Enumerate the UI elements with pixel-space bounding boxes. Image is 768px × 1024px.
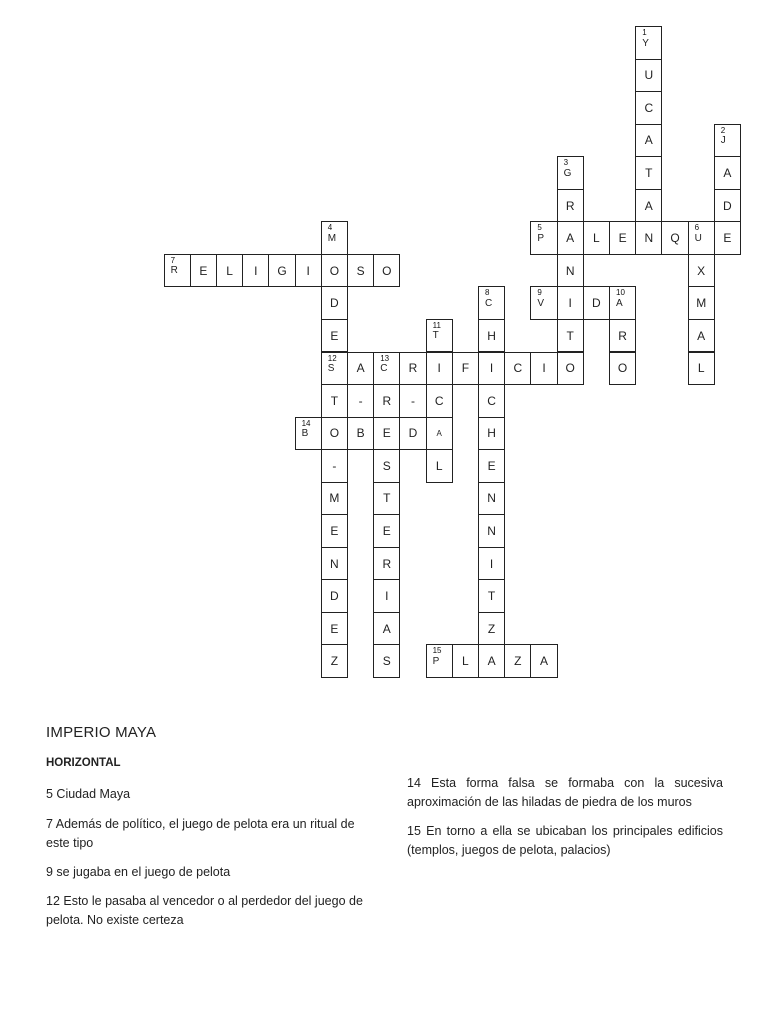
cell-letter: C (434, 393, 444, 408)
cell-letter: I (254, 263, 258, 278)
cell-letter: A (382, 621, 391, 636)
grid-cell[interactable] (635, 124, 662, 158)
cell-letter: H (487, 328, 496, 343)
cell-letter: H (487, 426, 496, 441)
grid-cell[interactable] (347, 417, 374, 451)
grid-cell[interactable] (478, 547, 505, 581)
grid-cell[interactable] (216, 254, 243, 288)
grid-cell[interactable] (164, 254, 191, 288)
cell-letter: Q (670, 231, 680, 246)
cell-letter: E (382, 426, 391, 441)
grid-cell[interactable] (321, 319, 348, 353)
cell-letter: S (356, 263, 365, 278)
cell-number: 1 (642, 28, 647, 37)
grid-cell[interactable] (714, 124, 741, 158)
cell-number: 10 (616, 288, 625, 298)
cell-letter: A (644, 198, 653, 213)
cell-letter: U (644, 68, 654, 83)
cell-letter: R (382, 556, 392, 571)
cell-letter: I (568, 296, 572, 311)
cell-letter: D (330, 589, 339, 604)
grid-cell[interactable] (714, 189, 741, 223)
cell-letter: E (382, 524, 391, 539)
cell-letter: - (410, 393, 415, 408)
cell-letter: O (329, 426, 340, 441)
grid-cell[interactable] (714, 156, 741, 190)
grid-cell[interactable] (242, 254, 269, 288)
cell-number: 7 (170, 255, 176, 265)
grid-cell[interactable] (373, 417, 400, 451)
cell-number: 6 (694, 223, 700, 233)
grid-cell[interactable] (373, 644, 400, 678)
grid-cell[interactable] (452, 352, 479, 386)
cell-letter: O (565, 361, 575, 376)
cell-letter: R (408, 361, 418, 376)
cell-letter: T (487, 589, 496, 604)
cell-number: 13 (380, 353, 390, 363)
cell-letter: A (487, 654, 496, 669)
cell-letter: V (537, 297, 545, 309)
grid-cell[interactable] (478, 449, 505, 483)
grid-cell[interactable] (478, 644, 505, 678)
cell-letter: A (616, 297, 623, 309)
grid-cell[interactable] (321, 221, 348, 255)
grid-cell[interactable] (190, 254, 217, 288)
grid-cell[interactable] (478, 579, 505, 613)
grid-cell[interactable] (583, 221, 610, 255)
cell-letter: Y (642, 37, 649, 49)
grid-cell[interactable] (557, 319, 584, 353)
grid-cell[interactable] (478, 417, 505, 451)
grid-cell[interactable] (530, 352, 557, 386)
cell-letter: I (542, 361, 546, 376)
cell-letter: C (644, 100, 654, 115)
grid-cell[interactable] (452, 644, 479, 678)
grid-cell[interactable] (347, 254, 374, 288)
grid-cell[interactable] (321, 384, 348, 418)
grid-cell[interactable] (557, 221, 584, 255)
grid-cell[interactable] (426, 384, 453, 418)
grid-cell[interactable] (478, 286, 505, 320)
grid-cell[interactable] (504, 352, 531, 386)
grid-cell[interactable] (635, 91, 662, 125)
cell-letter: E (330, 328, 339, 343)
cell-letter: T (645, 165, 653, 180)
cell-letter: S (327, 363, 335, 375)
cell-letter: G (277, 263, 287, 278)
grid-cell[interactable] (321, 482, 348, 516)
grid-cell[interactable] (399, 417, 426, 451)
cell-letter: C (487, 393, 496, 408)
cell-number: 3 (563, 158, 569, 168)
grid-cell[interactable] (557, 189, 584, 223)
cell-letter: F (461, 361, 470, 376)
cell-letter: E (330, 621, 339, 636)
page-title: IMPERIO MAYA (46, 724, 157, 741)
clue-7: 7 Además de político, el juego de pelota era un ritual de este tipo (46, 817, 355, 850)
cell-letter: I (437, 361, 441, 376)
cell-letter: L (435, 458, 443, 473)
grid-cell[interactable] (373, 579, 400, 613)
cell-letter: N (487, 491, 496, 506)
cell-letter: Z (487, 621, 496, 636)
cell-letter: Z (330, 654, 339, 669)
cell-letter: R (618, 328, 627, 343)
grid-cell[interactable] (295, 417, 322, 451)
cell-letter: E (487, 458, 496, 473)
cell-letter: O (617, 361, 628, 376)
cell-letter: R (565, 198, 575, 213)
grid-cell[interactable] (635, 189, 662, 223)
cell-number: 15 (432, 646, 442, 656)
cell-letter: A (539, 654, 548, 669)
cell-letter: - (332, 458, 337, 473)
grid-cell[interactable] (321, 449, 348, 483)
cell-letter: I (306, 263, 310, 278)
grid-cell[interactable] (268, 254, 295, 288)
cell-letter: A (697, 328, 706, 343)
grid-cell[interactable] (478, 319, 505, 353)
grid-cell[interactable] (635, 221, 662, 255)
grid-cell[interactable] (530, 286, 557, 320)
cell-letter: - (358, 393, 363, 408)
cell-letter: E (723, 231, 732, 246)
grid-cell[interactable] (373, 612, 400, 646)
cell-letter: P (537, 232, 545, 244)
cell-letter: E (618, 231, 627, 246)
grid-cell[interactable] (426, 319, 453, 353)
grid-cell[interactable] (478, 384, 505, 418)
grid-cell[interactable] (373, 514, 400, 548)
grid-cell[interactable] (321, 612, 348, 646)
cell-letter: D (723, 198, 732, 213)
cell-number: 8 (485, 288, 490, 298)
cell-letter: D (408, 426, 418, 441)
grid-cell[interactable] (321, 254, 348, 288)
grid-cell[interactable] (321, 417, 348, 451)
cell-letter: R (382, 393, 392, 408)
cell-letter: M (329, 491, 340, 506)
grid-cell[interactable] (321, 644, 348, 678)
cell-letter: A (723, 165, 732, 180)
grid-cell[interactable] (635, 156, 662, 190)
grid-cell[interactable] (688, 254, 715, 288)
cell-number: 14 (301, 418, 311, 428)
cell-letter: X (697, 263, 706, 278)
cell-letter: C (485, 297, 493, 309)
cell-letter: N (487, 524, 496, 539)
cell-number: 9 (537, 288, 542, 298)
cell-number: 12 (327, 353, 337, 363)
grid-cell[interactable] (321, 286, 348, 320)
grid-cell[interactable] (399, 384, 426, 418)
grid-cell[interactable] (635, 26, 662, 60)
grid-cell[interactable] (478, 482, 505, 516)
grid-cell[interactable] (295, 254, 322, 288)
cell-letter: U (694, 232, 702, 244)
cell-letter: I (489, 361, 494, 376)
cell-letter: L (226, 263, 233, 278)
cell-letter: A (644, 133, 653, 148)
grid-cell[interactable] (347, 352, 374, 386)
cell-letter: L (697, 361, 705, 376)
cell-letter: N (330, 556, 339, 571)
cell-letter: E (199, 263, 208, 278)
grid-cell[interactable] (688, 286, 715, 320)
clue-15: 15 En torno a ella se ubicaban los principales edificios (templos, juegos de pelota, palacios) (407, 824, 723, 857)
grid-cell[interactable] (321, 579, 348, 613)
cell-letter: C (513, 361, 523, 376)
grid-cell[interactable] (635, 59, 662, 93)
cell-letter: O (329, 263, 340, 278)
grid-cell[interactable] (557, 254, 584, 288)
cell-letter: E (330, 524, 339, 539)
grid-cell[interactable] (321, 514, 348, 548)
grid-cell[interactable] (557, 286, 584, 320)
grid-cell[interactable] (714, 221, 741, 255)
clue-12: 12 Esto le pasaba al vencedor o al perdedor del juego de pelota. No existe certeza (46, 894, 363, 927)
cell-letter: C (380, 363, 388, 375)
cell-letter: A (566, 231, 575, 246)
grid-cell[interactable] (609, 286, 636, 320)
grid-cell[interactable] (557, 156, 584, 190)
cell-letter: J (720, 135, 726, 147)
grid-cell[interactable] (583, 286, 610, 320)
cell-number: 11 (432, 320, 441, 330)
cell-letter: S (382, 654, 391, 669)
cell-letter: L (593, 231, 600, 246)
grid-cell[interactable] (426, 417, 453, 451)
grid-cell[interactable] (478, 612, 505, 646)
cell-number: 5 (537, 223, 542, 233)
cell-letter: D (330, 296, 339, 311)
grid-cell[interactable] (557, 352, 584, 386)
grid-cell[interactable] (373, 352, 400, 386)
grid-cell[interactable] (373, 449, 400, 483)
cell-letter: S (382, 458, 391, 473)
grid-cell[interactable] (373, 254, 400, 288)
cell-letter: R (170, 265, 178, 277)
grid-cell[interactable] (426, 644, 453, 678)
clue-5: 5 Ciudad Maya (46, 787, 131, 801)
cell-letter: A (356, 361, 365, 376)
cell-number: 2 (720, 125, 726, 135)
clue-14: 14 Esta forma falsa se formaba con la sucesiva aproximación de las hiladas de piedra de los muros (407, 776, 723, 809)
cell-number: 4 (327, 223, 333, 233)
grid-cell[interactable] (688, 352, 715, 386)
grid-cell[interactable] (373, 482, 400, 516)
cell-letter: I (489, 556, 494, 571)
cell-letter: N (565, 263, 575, 278)
grid-cell[interactable] (504, 644, 531, 678)
section-heading-horizontal: HORIZONTAL (46, 757, 121, 769)
cell-letter: P (432, 655, 440, 667)
cell-letter: M (327, 232, 337, 244)
cell-letter: D (592, 296, 601, 311)
cell-letter: T (330, 393, 339, 408)
grid-cell[interactable] (373, 547, 400, 581)
cell-letter: L (462, 654, 469, 669)
cell-letter: I (385, 589, 389, 604)
grid-cell[interactable] (530, 644, 557, 678)
grid-cell[interactable] (661, 221, 688, 255)
cell-letter: B (301, 428, 309, 440)
grid-cell[interactable] (478, 514, 505, 548)
grid-cell[interactable] (688, 319, 715, 353)
grid-cell[interactable] (321, 547, 348, 581)
grid-cell[interactable] (478, 352, 505, 386)
grid-cell[interactable] (347, 384, 374, 418)
cell-letter: T (383, 491, 391, 506)
cell-letter: A (436, 428, 442, 438)
grid-cell[interactable] (426, 449, 453, 483)
cell-letter: B (356, 426, 365, 441)
grid-cell[interactable] (321, 352, 348, 386)
grid-cell[interactable] (609, 319, 636, 353)
grid-cell[interactable] (426, 352, 453, 386)
cell-letter: O (382, 263, 392, 278)
cell-letter: N (644, 231, 654, 246)
grid-cell[interactable] (688, 221, 715, 255)
clue-9: 9 se jugaba en el juego de pelota (46, 865, 231, 879)
cell-letter: Z (514, 654, 522, 669)
grid-cell[interactable] (609, 352, 636, 386)
grid-cell[interactable] (399, 352, 426, 386)
grid-cell[interactable] (530, 221, 557, 255)
cell-letter: M (696, 296, 707, 311)
cell-letter: T (566, 328, 574, 343)
cell-letter: T (432, 330, 439, 342)
grid-cell[interactable] (373, 384, 400, 418)
cell-letter: G (563, 167, 572, 179)
grid-cell[interactable] (609, 221, 636, 255)
